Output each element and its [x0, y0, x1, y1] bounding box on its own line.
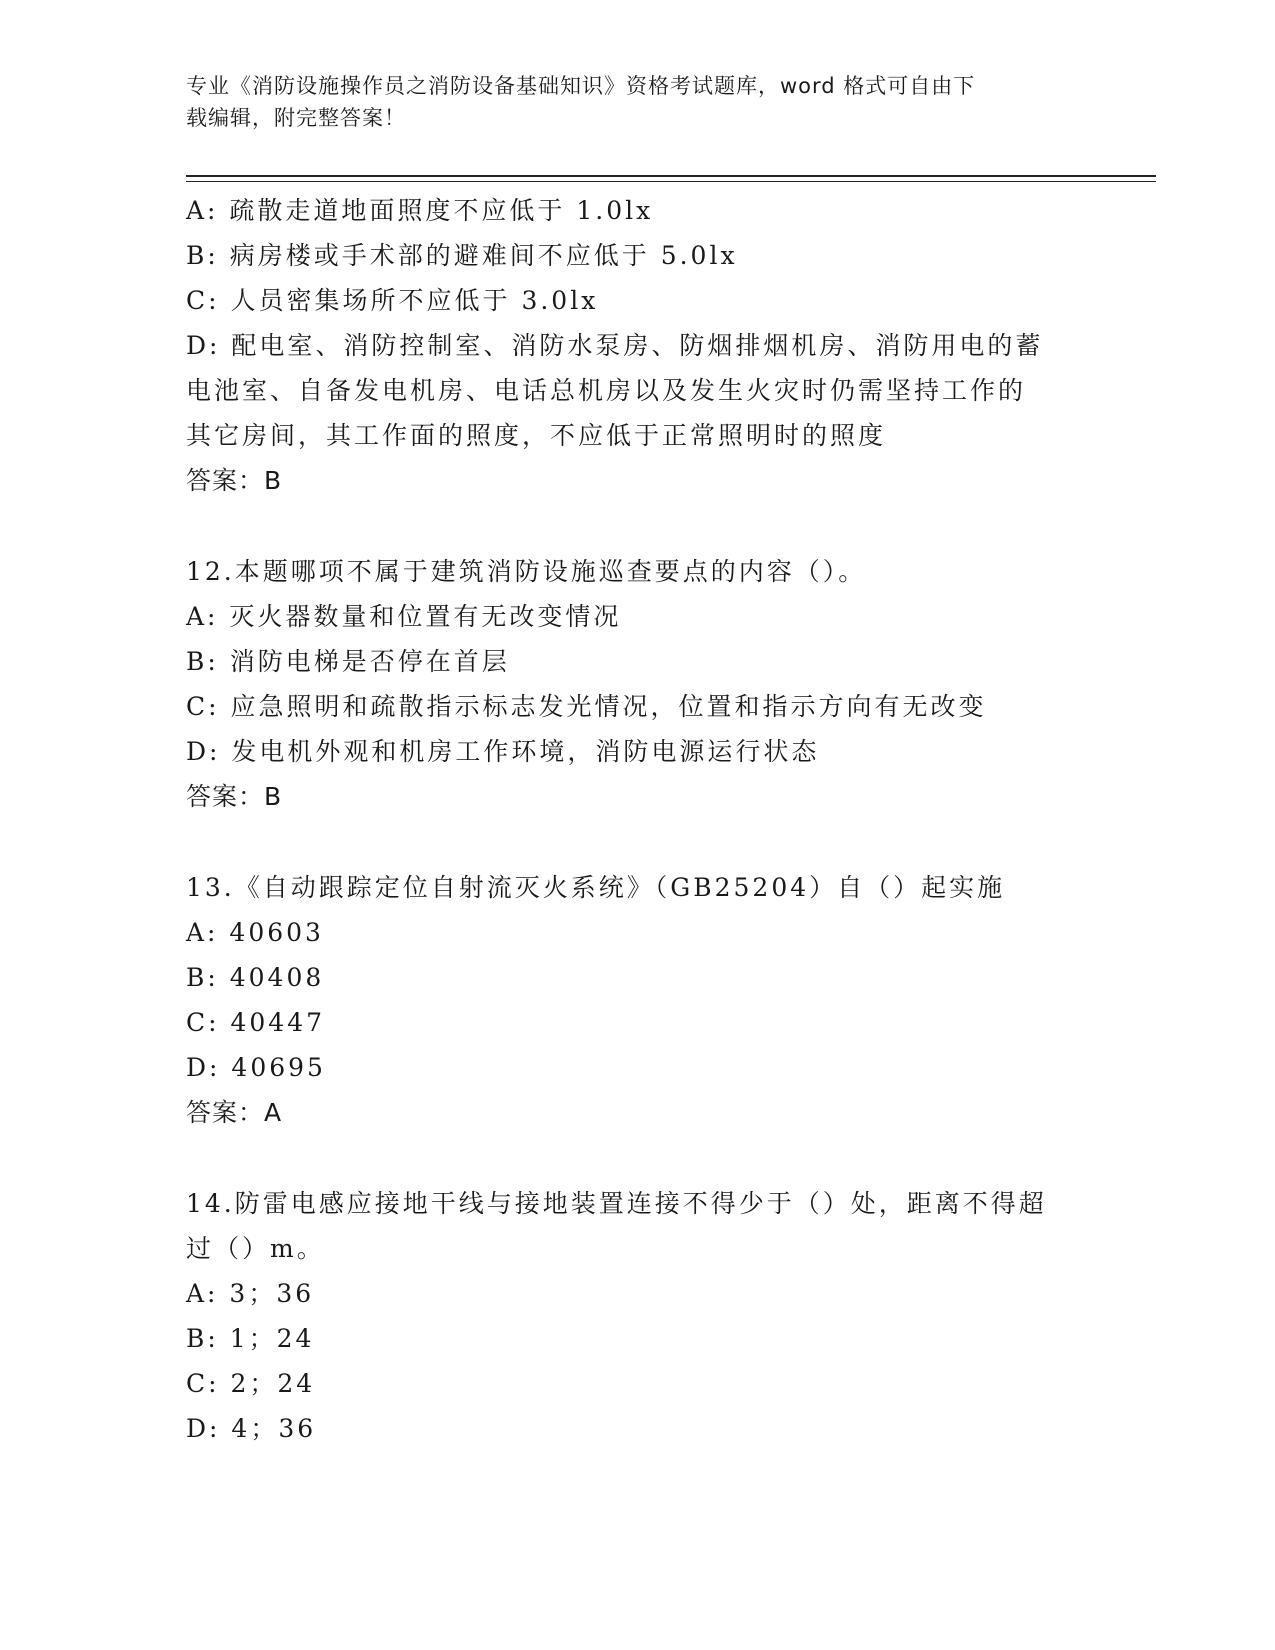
question-stem-line-1: 14.防雷电感应接地干线与接地装置连接不得少于（）处，距离不得超 [186, 1189, 1047, 1218]
option-b: B: 消防电梯是否停在首层 [186, 647, 510, 676]
question-gap [186, 819, 1086, 865]
document-header [186, 70, 1066, 134]
option-a: A: 3；36 [186, 1279, 315, 1308]
option-d: D: 40695 [186, 1053, 326, 1082]
option-d-line-1: D: 配电室、消防控制室、消防水泵房、防烟排烟机房、消防用电的蓄 [186, 331, 1044, 360]
option-c: C: 应急照明和疏散指示标志发光情况，位置和指示方向有无改变 [186, 692, 987, 721]
question-list [186, 188, 1086, 1451]
question-gap [186, 1135, 1086, 1181]
option-c: C: 2；24 [186, 1369, 316, 1398]
answer: 答案：A [186, 1098, 283, 1127]
question-stem-line-2: 过（）m。 [186, 1234, 325, 1263]
question-gap [186, 503, 1086, 549]
option-d: D: 发电机外观和机房工作环境，消防电源运行状态 [186, 737, 820, 766]
answer: 答案：B [186, 782, 283, 811]
option-b: B: 1；24 [186, 1324, 315, 1353]
option-a: A: 疏散走道地面照度不应低于 1.0lx [186, 196, 654, 225]
option-c: C: 人员密集场所不应低于 3.0lx [186, 286, 599, 315]
question-14 [186, 1181, 1086, 1451]
option-d-line-2: 电池室、自备发电机房、电话总机房以及发生火灾时仍需坚持工作的 [186, 376, 1027, 405]
option-c: C: 40447 [186, 1008, 326, 1037]
question-stem: 12.本题哪项不属于建筑消防设施巡查要点的内容（）。 [186, 557, 867, 586]
question-11 [186, 188, 1086, 503]
option-a: A: 40603 [186, 918, 324, 947]
question-stem: 13.《自动跟踪定位自射流灭火系统》（GB25204）自（）起实施 [186, 873, 1006, 902]
option-a: A: 灭火器数量和位置有无改变情况 [186, 602, 622, 631]
header-line-1: 专业《消防设施操作员之消防设备基础知识》资格考试题库，word 格式可自由下 [186, 74, 976, 98]
option-d: D: 4；36 [186, 1414, 317, 1443]
header-line-2: 载编辑，附完整答案！ [186, 106, 406, 130]
option-b: B: 40408 [186, 963, 325, 992]
option-d-line-3: 其它房间，其工作面的照度，不应低于正常照明时的照度 [186, 421, 887, 450]
question-12 [186, 549, 1086, 819]
header-divider-thick [186, 175, 1156, 177]
question-13 [186, 865, 1086, 1135]
option-b: B: 病房楼或手术部的避难间不应低于 5.0lx [186, 241, 738, 270]
header-divider-thin [186, 181, 1156, 182]
answer: 答案：B [186, 466, 283, 495]
